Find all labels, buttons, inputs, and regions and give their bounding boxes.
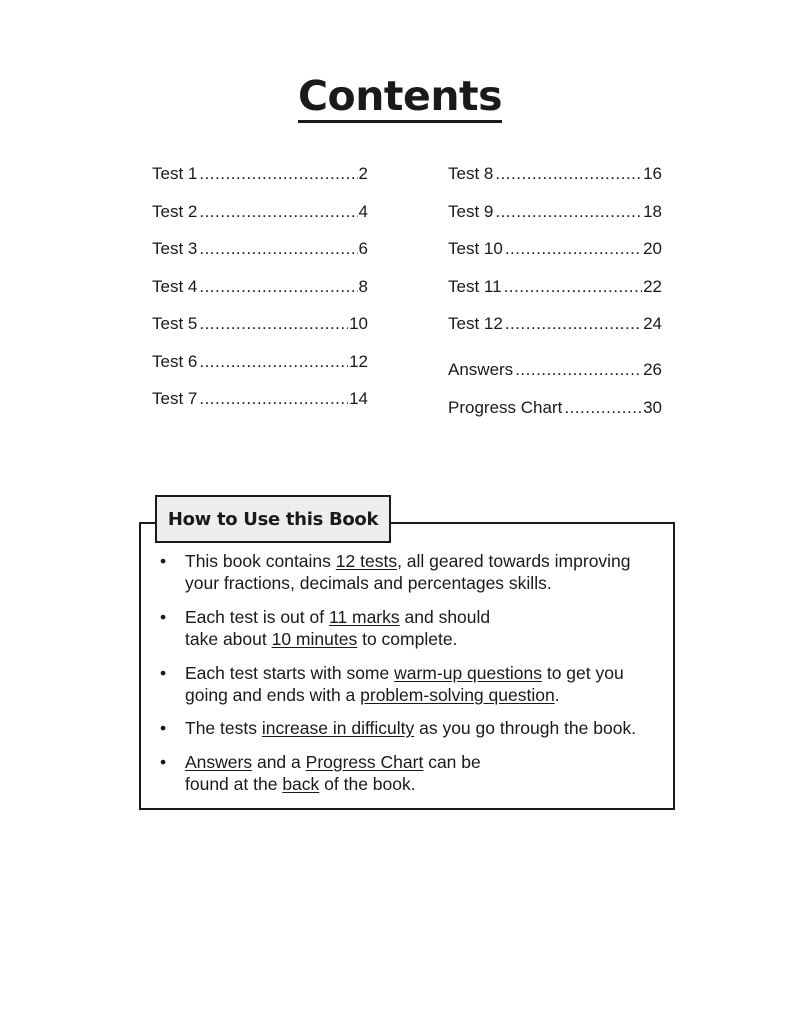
toc-entry-page: 4 xyxy=(358,201,368,221)
list-item xyxy=(160,606,660,650)
toc-entry-label: Test 11 xyxy=(448,276,502,296)
toc-leader-dots xyxy=(505,235,642,263)
list-item-line: your fractions, decimals and percentages skills. xyxy=(185,573,552,593)
toc-leader-dots xyxy=(515,356,642,384)
toc-entry-page: 22 xyxy=(643,276,662,296)
underlined-term: Answers xyxy=(185,752,253,772)
list-item xyxy=(160,717,660,739)
toc-entry-label: Test 5 xyxy=(152,314,198,333)
toc-entry-page: 26 xyxy=(643,360,662,379)
page-title xyxy=(0,72,800,123)
toc-leader-dots xyxy=(564,394,642,422)
page-title-text: Contents xyxy=(298,72,502,123)
bullet-icon: • xyxy=(160,663,167,683)
bullet-icon: • xyxy=(160,752,167,772)
toc-entry[interactable] xyxy=(152,235,368,263)
list-item xyxy=(160,751,660,795)
toc-leader-dots xyxy=(199,273,357,301)
underlined-term: Progress Chart xyxy=(305,752,424,772)
toc-entry-label: Test 6 xyxy=(152,351,198,371)
toc-leader-dots xyxy=(504,273,643,301)
toc-entry-label: Answers xyxy=(448,360,514,379)
toc-entry-label: Test 7 xyxy=(152,389,198,408)
bullet-icon: • xyxy=(160,718,167,738)
toc-entry-page: 24 xyxy=(643,314,662,333)
toc-leader-dots xyxy=(199,385,348,413)
toc-leader-dots xyxy=(495,160,642,188)
list-item-line: going and ends with a problem-solving question. xyxy=(185,685,560,705)
toc-entry-page: 12 xyxy=(349,351,368,371)
toc-entry-page: 8 xyxy=(358,276,368,296)
toc-entry[interactable] xyxy=(448,160,662,188)
toc-entry[interactable] xyxy=(152,310,368,338)
list-item-line: The tests increase in difficulty as you go through the book. xyxy=(185,718,637,738)
toc-entry-label: Progress Chart xyxy=(448,398,563,417)
toc-entry-label: Test 2 xyxy=(152,201,198,221)
underlined-term: back xyxy=(282,774,320,794)
toc-entry[interactable] xyxy=(152,348,368,376)
toc-leader-dots xyxy=(199,198,357,226)
toc-leader-dots xyxy=(199,348,348,376)
toc-entry-page: 20 xyxy=(643,239,662,258)
underlined-term: increase in difficulty xyxy=(261,718,415,738)
list-item-line: This book contains 12 tests, all geared towards improving xyxy=(185,551,631,571)
toc-leader-dots xyxy=(199,235,357,263)
underlined-term: 10 minutes xyxy=(271,629,358,649)
underlined-term: 11 marks xyxy=(328,607,400,627)
toc-leader-dots xyxy=(199,310,348,338)
toc-entry[interactable] xyxy=(448,310,662,338)
toc-entry[interactable] xyxy=(448,198,662,226)
bullet-icon: • xyxy=(160,551,167,571)
toc-entry-page: 16 xyxy=(643,164,662,183)
toc-entry-page: 10 xyxy=(349,314,368,333)
toc-entry-page: 18 xyxy=(643,201,662,221)
toc-leader-dots xyxy=(495,198,642,226)
toc-entry[interactable] xyxy=(152,198,368,226)
toc-entry-label: Test 1 xyxy=(152,164,198,183)
toc-entry[interactable] xyxy=(448,394,662,422)
bullet-icon: • xyxy=(160,607,167,627)
toc-entry-label: Test 4 xyxy=(152,276,198,296)
list-item-line: take about 10 minutes to complete. xyxy=(185,629,458,649)
toc-entry-label: Test 12 xyxy=(448,314,503,333)
toc-entry-page: 14 xyxy=(349,389,368,408)
list-item xyxy=(160,550,660,594)
toc-entry[interactable] xyxy=(152,385,368,413)
list-item-line: found at the back of the book. xyxy=(185,774,416,794)
toc-entry-page: 6 xyxy=(358,239,368,258)
underlined-term: 12 tests xyxy=(335,551,398,571)
how-to-use-heading: How to Use this Book xyxy=(155,495,391,543)
toc-entry-label: Test 10 xyxy=(448,239,503,258)
toc-entry-label: Test 9 xyxy=(448,201,494,221)
toc-entry[interactable] xyxy=(152,160,368,188)
toc-entry[interactable] xyxy=(448,356,662,384)
list-item-line: Each test is out of 11 marks and should xyxy=(185,607,491,627)
list-item xyxy=(160,662,660,706)
toc-leader-dots xyxy=(199,160,357,188)
toc-entry-page: 2 xyxy=(358,164,368,183)
underlined-term: warm-up questions xyxy=(394,663,542,683)
toc-entry[interactable] xyxy=(448,273,662,301)
toc-leader-dots xyxy=(505,310,642,338)
toc-entry[interactable] xyxy=(448,235,662,263)
toc-entry-label: Test 3 xyxy=(152,239,198,258)
list-item-line: Each test starts with some warm-up questions to get you xyxy=(185,663,624,683)
list-item-line: Answers and a Progress Chart can be xyxy=(185,752,481,772)
toc-entry-page: 30 xyxy=(643,398,662,417)
toc-entry-label: Test 8 xyxy=(448,164,494,183)
underlined-term: problem-solving question xyxy=(360,685,555,705)
toc-entry[interactable] xyxy=(152,273,368,301)
